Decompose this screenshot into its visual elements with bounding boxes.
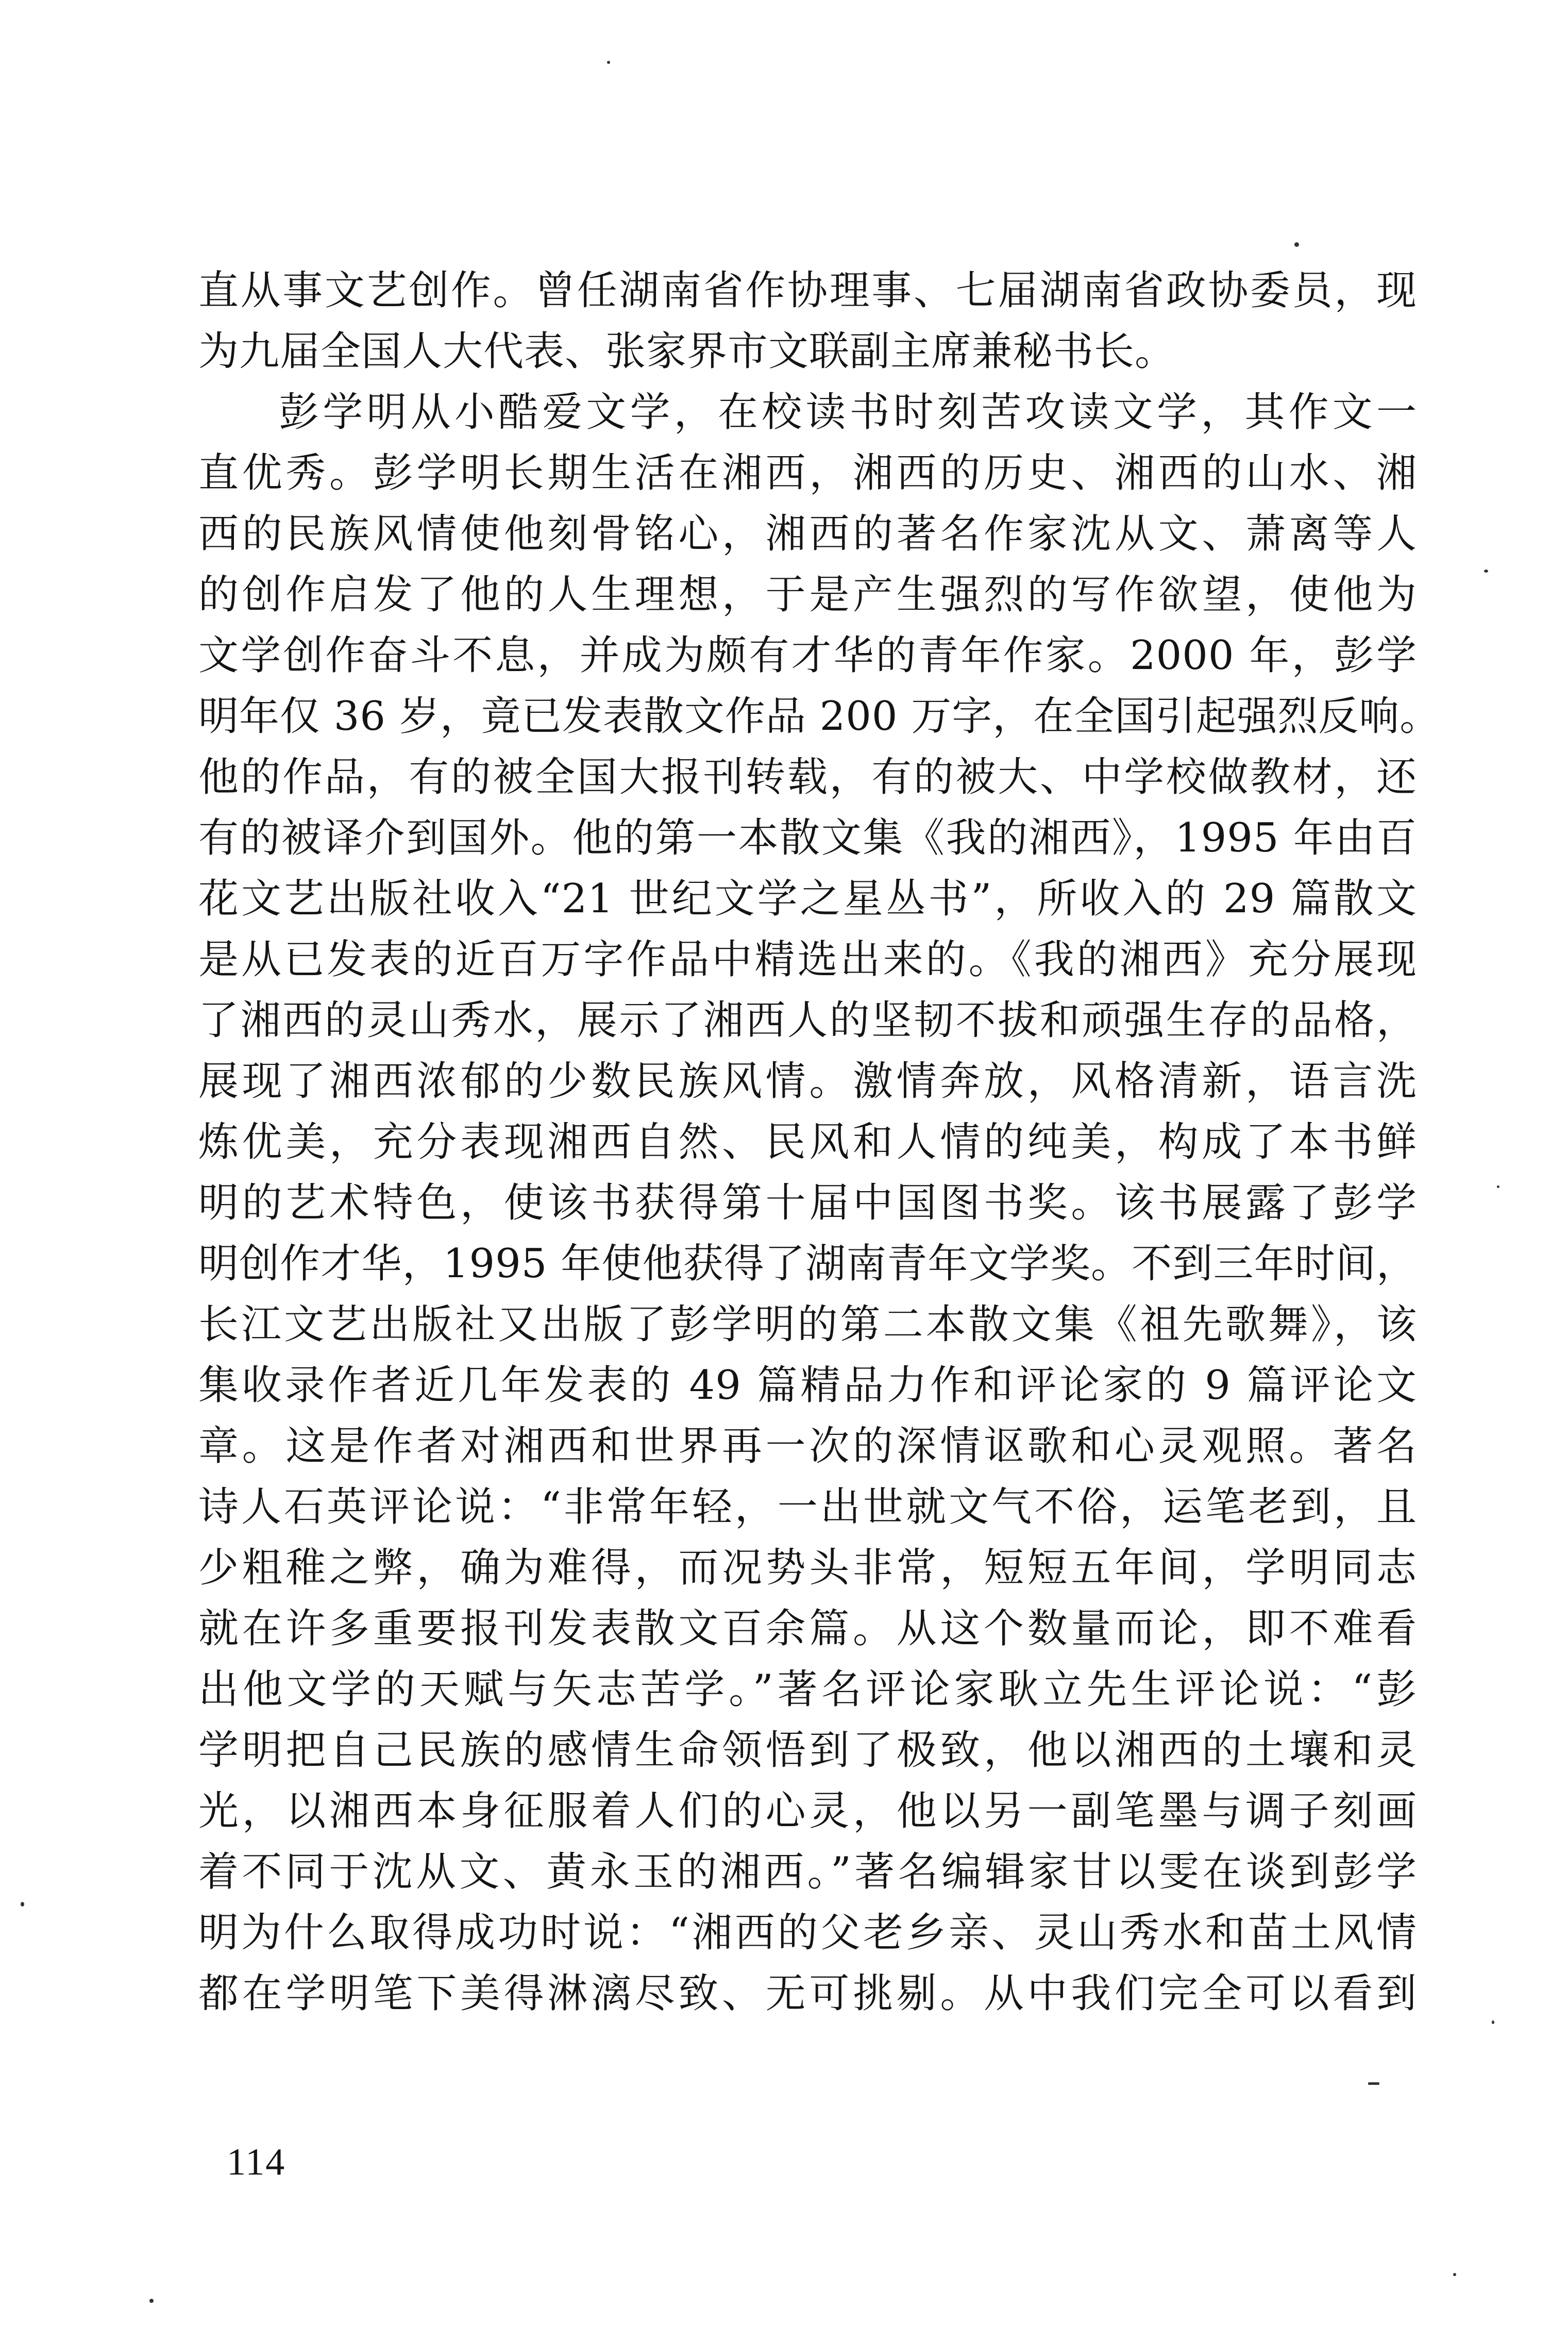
text-line: 明的艺术特色，使该书获得第十届中国图书奖。该书展露了彭学	[198, 1180, 1417, 1226]
text-line: 直从事文艺创作。曾任湖南省作协理事、七届湖南省政协委员，现	[198, 268, 1417, 314]
text-line: 光，以湘西本身征服着人们的心灵，他以另一副笔墨与调子刻画	[198, 1788, 1417, 1834]
scan-speck	[1492, 2020, 1494, 2024]
text-line: 为九届全国人大代表、张家界市文联副主席兼秘书长。	[198, 328, 1176, 375]
text-line: 花文艺出版社收入“21 世纪文学之星丛书”，所收入的 29 篇散文	[198, 876, 1417, 922]
text-line: 着不同于沈从文、黄永玉的湘西。”著名编辑家甘以雯在谈到彭学	[198, 1849, 1417, 1895]
text-line: 炼优美，充分表现湘西自然、民风和人情的纯美，构成了本书鲜	[198, 1119, 1417, 1165]
text-line: 展现了湘西浓郁的少数民族风情。激情奔放，风格清新，语言洗	[198, 1058, 1417, 1105]
text-line: 诗人石英评论说：“非常年轻，一出世就文气不俗，运笔老到，且	[198, 1484, 1417, 1530]
text-line: 明创作才华，1995 年使他获得了湖南青年文学奖。不到三年时间，	[198, 1241, 1417, 1287]
text-line: 集收录作者近几年发表的 49 篇精品力作和评论家的 9 篇评论文	[198, 1362, 1417, 1409]
scan-speck	[1484, 570, 1488, 573]
text-line: 有的被译介到国外。他的第一本散文集《我的湘西》，1995 年由百	[198, 815, 1417, 861]
scan-speck	[1294, 242, 1299, 247]
scan-speck	[1453, 2273, 1456, 2276]
page-number: 114	[227, 2141, 286, 2183]
text-line: 明为什么取得成功时说：“湘西的父老乡亲、灵山秀水和苗土风情	[198, 1910, 1417, 1956]
text-line: 彭学明从小酷爱文学，在校读书时刻苦攻读文学，其作文一	[279, 389, 1417, 436]
text-line: 学明把自己民族的感情生命领悟到了极致，他以湘西的土壤和灵	[198, 1727, 1417, 1774]
text-line: 西的民族风情使他刻骨铭心，湘西的著名作家沈从文、萧离等人	[198, 511, 1417, 557]
text-line: 都在学明笔下美得淋漓尽致、无可挑剔。从中我们完全可以看到	[198, 1970, 1417, 2017]
text-line: 文学创作奋斗不息，并成为颇有才华的青年作家。2000 年，彭学	[198, 632, 1417, 679]
text-line: 长江文艺出版社又出版了彭学明的第二本散文集《祖先歌舞》，该	[198, 1301, 1417, 1348]
text-line: 少粗稚之弊，确为难得，而况势头非常，短短五年间，学明同志	[198, 1545, 1417, 1591]
text-line: 直优秀。彭学明长期生活在湘西，湘西的历史、湘西的山水、湘	[198, 450, 1417, 496]
text-line: 就在许多重要报刊发表散文百余篇。从这个数量而论，即不难看	[198, 1606, 1417, 1652]
text-line: 明年仅 36 岁，竟已发表散文作品 200 万字，在全国引起强烈反响。	[198, 693, 1441, 740]
text-line: 的创作启发了他的人生理想，于是产生强烈的写作欲望，使他为	[198, 572, 1417, 618]
scan-speck	[1368, 2082, 1379, 2085]
text-line: 了湘西的灵山秀水，展示了湘西人的坚韧不拔和顽强生存的品格，	[198, 997, 1417, 1044]
text-line: 他的作品，有的被全国大报刊转载，有的被大、中学校做教材，还	[198, 754, 1417, 800]
text-line: 章。这是作者对湘西和世界再一次的深情讴歌和心灵观照。著名	[198, 1423, 1417, 1469]
scan-speck	[149, 2299, 154, 2303]
scan-speck	[1497, 1185, 1499, 1188]
body-text	[198, 260, 1441, 2024]
text-line: 是从已发表的近百万字作品中精选出来的。《我的湘西》充分展现	[198, 937, 1417, 983]
scan-speck	[21, 1902, 24, 1907]
text-line: 出他文学的天赋与矢志苦学。”著名评论家耿立先生评论说：“彭	[198, 1666, 1417, 1713]
scan-speck	[607, 61, 610, 64]
